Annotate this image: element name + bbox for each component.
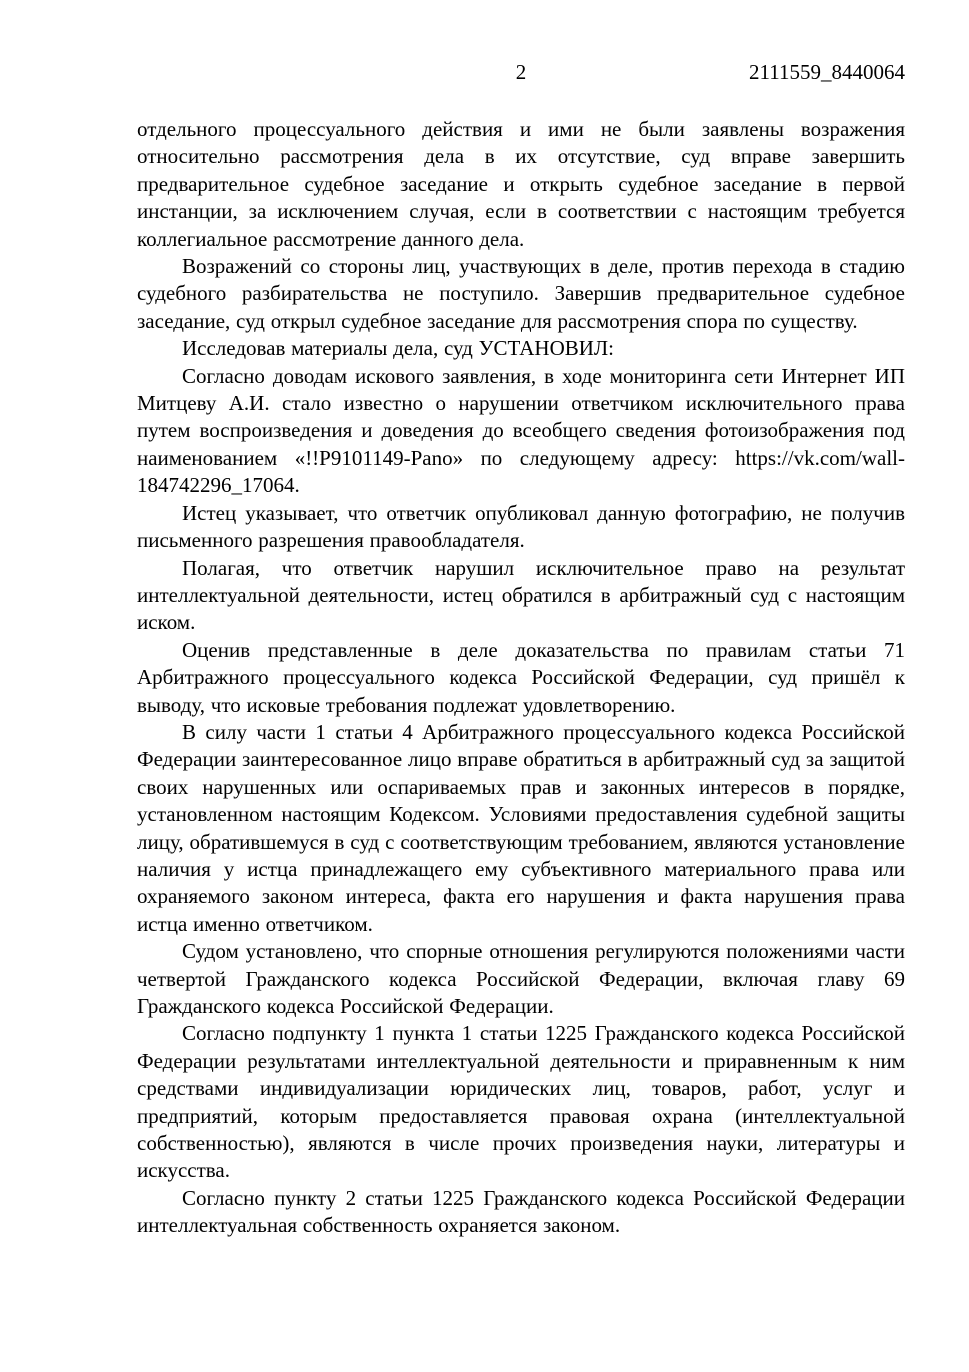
paragraph: Исследовав материалы дела, суд УСТАНОВИЛ: xyxy=(182,336,615,361)
paragraph: отдельного процессуального действия и ими не были заявлены возражения относительно рассмотрения дела в их отсутствие, суд вправе завершить предварительное судебное заседание и открыть судебное заседание в первой инстанции, за исключением случая, если в соответствии с настоящим требуется коллегиальное рассмотрение данного дела. xyxy=(137,117,905,251)
paragraph: Возражений со стороны лиц, участвующих в деле, против перехода в стадию судебного разбирательства не поступило. Завершив предварительное судебное заседание, суд открыл судебное заседание для рассмотрения спора по существу. xyxy=(137,254,905,333)
document-body xyxy=(137,116,905,1240)
paragraph: Полагая, что ответчик нарушил исключительное право на результат интеллектуальной деятельности, истец обратился в арбитражный суд с настоящим иском. xyxy=(137,555,905,635)
paragraph: В силу части 1 статьи 4 Арбитражного процессуального кодекса Российской Федерации заинтересованное лицо вправе обратиться в арбитражный суд за защитой своих нарушенных или оспариваемых прав и законных интересов в порядке, установленном настоящим Кодексом. Условиями предоставления судебной защиты лицу, обратившемуся в суд с соответствующим требованием, являются установление наличия у истца принадлежащего ему субъективного материального права или охраняемого законом интереса, факта его нарушения и факта нарушения права истца именно ответчиком. xyxy=(137,719,905,936)
page-header xyxy=(137,58,905,86)
paragraph: Истец указывает, что ответчик опубликовал данную фотографию, не получив письменного разрешения правообладателя. xyxy=(137,500,905,553)
paragraph: Судом установлено, что спорные отношения регулируются положениями части четвертой Гражданского кодекса Российской Федерации, включая главу 69 Гражданского кодекса Российской Федерации. xyxy=(137,939,905,1018)
paragraph: Согласно подпункту 1 пункта 1 статьи 1225 Гражданского кодекса Российской Федерации результатами интеллектуальной деятельности и приравненным к ним средствами индивидуализации юридических лиц, товаров, работ, услуг и предприятий, которым предоставляется правовая охрана (интеллектуальной собственностью), являются в числе прочих произведения науки, литературы и искусства. xyxy=(137,1021,905,1183)
paragraph: Оценив представленные в деле доказательства по правилам статьи 71 Арбитражного процессуального кодекса Российской Федерации, суд пришёл к выводу, что исковые требования подлежат удовлетворению. xyxy=(137,637,905,717)
document-id: 2111559_8440064 xyxy=(749,60,905,84)
paragraph: Согласно доводам искового заявления, в ходе мониторинга сети Интернет ИП Митцеву А.И. стало известно о нарушении ответчиком исключительного права путем воспроизведения и доведения до всеобщего сведения фотоизображения под наименованием «!!P9101149-Pano» по следующему адресу: https://vk.com/wall-184742296_17064. xyxy=(137,363,905,498)
paragraph: Согласно пункту 2 статьи 1225 Гражданского кодекса Российской Федерации интеллектуальная собственность охраняется законом. xyxy=(137,1185,905,1238)
page-number: 2 xyxy=(515,60,527,84)
